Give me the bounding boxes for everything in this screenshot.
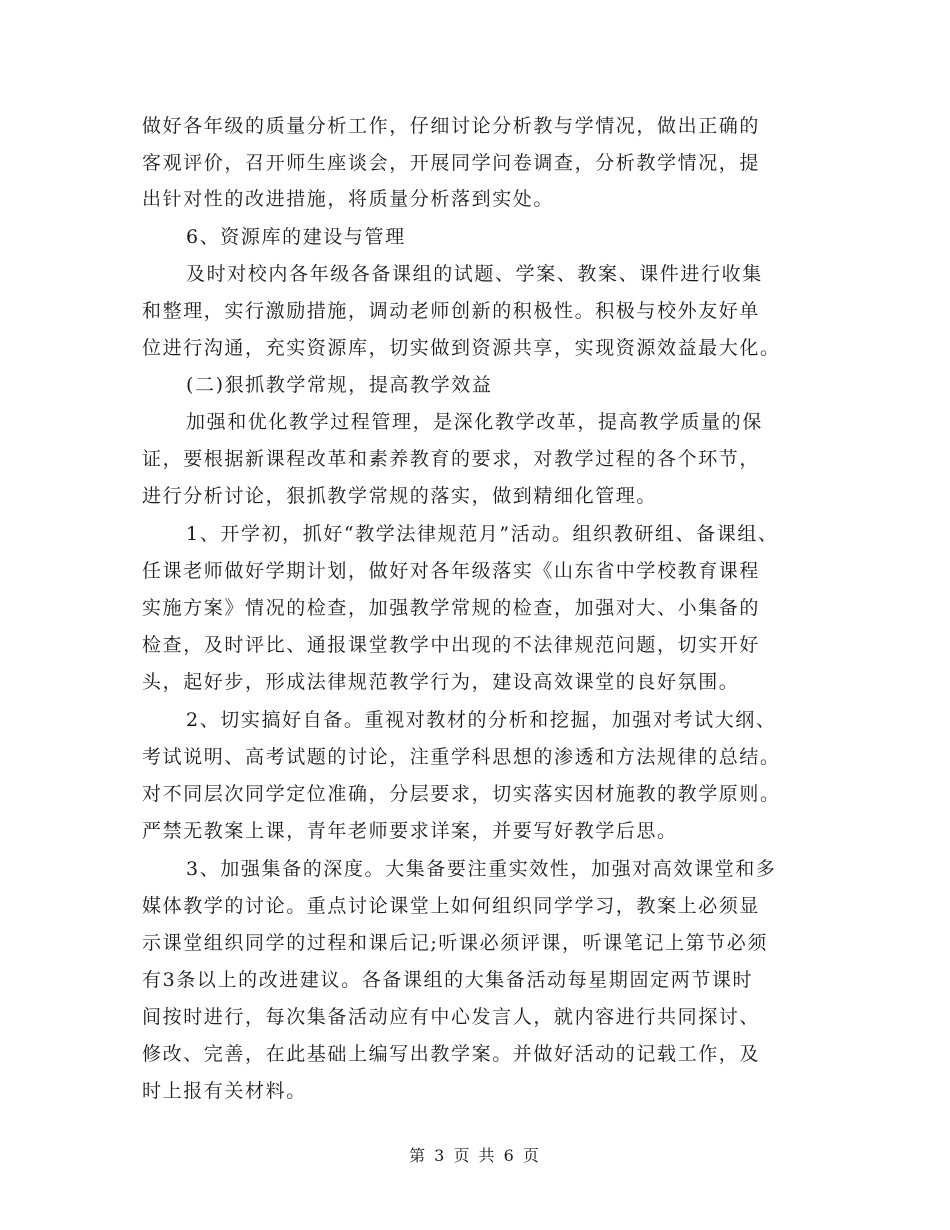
body-text-line: 加强和优化教学过程管理，是深化教学改革，提高教学质量的保 <box>186 411 763 433</box>
body-text-line: 及时对校内各年级各备课组的试题、学案、教案、课件进行收集 <box>186 263 763 285</box>
body-text-line: 间按时进行，每次集备活动应有中心发言人，就内容进行共同探讨、 <box>142 1006 761 1028</box>
body-text-line: 媒体教学的讨论。重点讨论课堂上如何组织同学学习，教案上必须显 <box>142 895 761 917</box>
body-text-line: 出针对性的改进措施，将质量分析落到实处。 <box>142 188 555 210</box>
body-text-line: 任课老师做好学期计划，做好对各年级落实《山东省中学校教育课程 <box>142 560 761 582</box>
body-text-line: 有3条以上的改进建议。各备课组的大集备活动每星期固定两节课时 <box>142 969 754 991</box>
body-text-line: 实施方案》情况的检查，加强教学常规的检查，加强对大、小集备的 <box>142 597 761 619</box>
body-text-line: 2、切实搞好自备。重视对教材的分析和挖掘，加强对考试大纲、 <box>186 709 777 731</box>
body-text-line: 对不同层次同学定位准确，分层要求，切实落实因材施教的教学原则。 <box>142 783 781 805</box>
body-text-line: 时上报有关材料。 <box>142 1080 307 1102</box>
section-heading: (二)狠抓教学常规，提高教学效益 <box>186 374 493 396</box>
body-text-line: 证，要根据新课程改革和素养教育的要求，对教学过程的各个环节， <box>142 448 761 470</box>
body-text-line: 检查，及时评比、通报课堂教学中出现的不法律规范问题，切实开好 <box>142 634 761 656</box>
section-heading: 6、资源库的建设与管理 <box>186 226 406 248</box>
body-text-line: 考试说明、高考试题的讨论，注重学科思想的渗透和方法规律的总结。 <box>142 746 781 768</box>
body-text-line: 3、加强集备的深度。大集备要注重实效性，加强对高效课堂和多 <box>186 858 777 880</box>
body-text-line: 示课堂组织同学的过程和课后记;听课必须评课，听课笔记上第节必须 <box>142 932 769 954</box>
page-number-footer: 第 3 页 共 6 页 <box>409 1146 541 1165</box>
body-text-line: 修改、完善，在此基础上编写出教学案。并做好活动的记载工作，及 <box>142 1043 761 1065</box>
body-text-line: 做好各年级的质量分析工作，仔细讨论分析教与学情况，做出正确的 <box>142 115 761 137</box>
body-text-line: 严禁无教案上课，青年老师要求详案，并要写好教学后思。 <box>142 820 678 842</box>
body-text-line: 和整理，实行激励措施，调动老师创新的积极性。积极与校外友好单 <box>142 300 761 322</box>
body-text-line: 头，起好步，形成法律规范教学行为，建设高效课堂的良好氛围。 <box>142 671 740 693</box>
body-text-line: 客观评价，召开师生座谈会，开展同学问卷调查，分析教学情况，提 <box>142 152 761 174</box>
body-text-line: 位进行沟通，充实资源库，切实做到资源共享，实现资源效益最大化。 <box>142 337 781 359</box>
body-text-line: 进行分析讨论，狠抓教学常规的落实，做到精细化管理。 <box>142 485 658 507</box>
body-text-line: 1、开学初，抓好“教学法律规范月”活动。组织教研组、备课组、 <box>186 523 779 545</box>
